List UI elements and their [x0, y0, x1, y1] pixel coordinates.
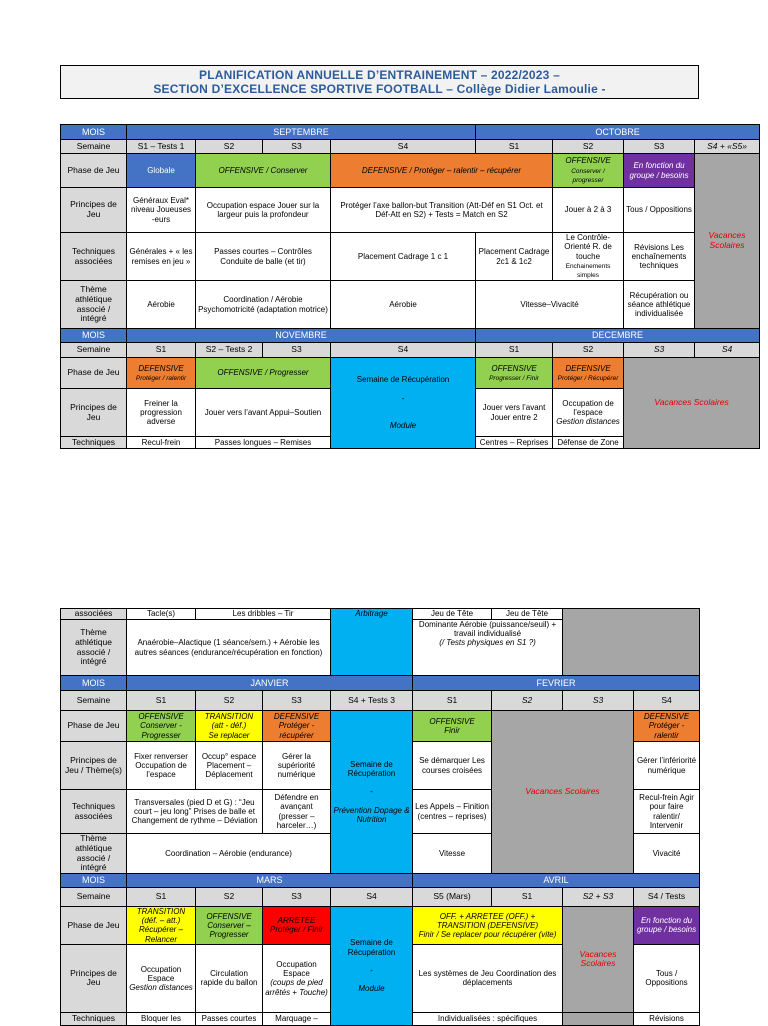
principe-cell: Protéger l’axe ballon-but Transition (Att-Déf en S1 Oct. et Déf-Att en S2) + Tests = Match en S2	[331, 188, 553, 233]
principe-cell: Tous / Oppositions	[624, 188, 695, 233]
vacances-scolaires: Vacances Scolaires	[695, 154, 760, 329]
phase-subtext: Conserver – Progresser	[207, 920, 251, 940]
month-row-3	[61, 676, 700, 691]
principe-cell: Généraux Eval* niveau Joueuses -eurs	[127, 188, 196, 233]
week-cell: S2 + S3	[563, 888, 634, 907]
week-cell: S1	[127, 691, 196, 711]
week-cell: S4	[331, 140, 476, 154]
principe-cell: Tous / Oppositions	[634, 944, 700, 1012]
phase-subtext: Conserver - Progresser	[140, 721, 182, 740]
phase-row-2	[61, 358, 760, 389]
phase-subtext: Finir	[444, 726, 460, 735]
phase-subtext: Se replacer	[208, 730, 250, 740]
techniques-label: Techniques associées	[61, 233, 127, 281]
week-row-2	[61, 343, 760, 358]
recup-text: Semaine de Récupération	[347, 759, 396, 779]
recup-dash: -	[370, 787, 373, 797]
principe-cell: Occupation espace Jouer sur la largeur puis la profondeur	[196, 188, 331, 233]
planning-table-2	[60, 608, 700, 1026]
principe-italic: (coups de pied arrêtés + Touche)	[265, 978, 328, 997]
technique-cell: Individualisées : spécifiques	[413, 1012, 563, 1025]
phase-subtext: (att - déf.)	[211, 721, 247, 731]
theme-text: Dominante Aérobie (puissance/seuil) + travail individualisé	[418, 620, 557, 639]
recup-text: Semaine de Récupération	[347, 938, 396, 957]
phase-text: OFFENSIVE	[491, 363, 537, 373]
semaine-recuperation-jan	[331, 711, 413, 874]
technique-text: Le Contrôle-Orienté R. de touche	[564, 233, 612, 261]
phase-defensive-nov	[127, 358, 196, 389]
week-cell: S3	[563, 691, 634, 711]
phase-offensive-jan	[127, 711, 196, 742]
phase-offensive-dec	[476, 358, 553, 389]
technique-cell: Placement Cadrage 1 c 1	[331, 233, 476, 281]
phase-en-fonction: En fonction du groupe / besoins	[624, 154, 695, 188]
week-cell: S2	[196, 140, 263, 154]
theme-cell: Aérobie	[331, 281, 476, 329]
week-row	[61, 140, 760, 154]
principe-italic: Gestion distances	[129, 982, 193, 992]
principe-cell: Se démarquer Les courses croisées	[413, 742, 492, 790]
mois-label: MOIS	[61, 874, 127, 888]
mois-label: MOIS	[61, 329, 127, 343]
week-cell: S1	[492, 888, 563, 907]
phase-arretee-mar	[263, 907, 331, 945]
month-mars: MARS	[127, 874, 413, 888]
techniques-label: Techniques associées	[61, 790, 127, 834]
theme-row	[61, 281, 760, 329]
phase-text: OFFENSIVE	[565, 156, 611, 166]
week-cell: S1	[127, 888, 196, 907]
week-cell: S4	[331, 343, 476, 358]
phase-offensive-nov: OFFENSIVE / Progresser	[196, 358, 331, 389]
week-cell: S2	[553, 140, 624, 154]
month-avril: AVRIL	[413, 874, 700, 888]
theme-cell: Vitesse	[413, 834, 492, 874]
week-cell: S2	[196, 888, 263, 907]
month-fevrier: FEVRIER	[413, 676, 700, 691]
theme-cell: Coordination – Aérobie (endurance)	[127, 834, 331, 874]
phase-text: ARRETEE	[277, 916, 316, 926]
phase-subtext: Récupérer – Relancer	[138, 925, 184, 944]
technique-cell: Passes courtes	[196, 1012, 263, 1025]
week-cell: S2	[553, 343, 624, 358]
technique-cell: Les Appels – Finition (centres – reprises)	[413, 790, 492, 834]
phase-subtext: Protéger - ralentir	[648, 721, 685, 740]
phase-row-3	[61, 711, 700, 742]
arbitrage-cell: Arbitrage	[331, 609, 413, 676]
month-novembre: NOVEMBRE	[127, 329, 476, 343]
month-decembre: DECEMBRE	[476, 329, 760, 343]
principe-cell: Freiner la progression adverse	[127, 389, 196, 437]
phase-subtext: (déf. – att.)	[141, 916, 181, 926]
principe-cell	[127, 944, 196, 1012]
week-cell: S4	[634, 691, 700, 711]
theme-cell: Vitesse–Vivacité	[476, 281, 624, 329]
principe-text: Occupation de l’espace	[562, 398, 614, 417]
techniques-row	[61, 233, 760, 281]
theme-label: Thème athlétique associé / intégré	[61, 620, 127, 676]
assoc-cell: Les dribbles – Tir	[196, 609, 331, 620]
technique-cell: Transversales (pied D et G) : “Jeu court – jeu long” Prises de balle et Changement de rythme – Déviation	[127, 790, 263, 834]
week-cell: S4 + «S5»	[695, 140, 760, 154]
phase-subtext: Protéger / Récupérer	[557, 374, 619, 382]
phase-text: DEFENSIVE	[138, 363, 184, 373]
week-cell: S3	[263, 140, 331, 154]
phase-subtext: Progresser / Finir	[489, 374, 539, 382]
month-row	[61, 125, 760, 140]
technique-cell: Recul-frein	[127, 437, 196, 449]
principe-text: Occupation Espace	[140, 964, 182, 983]
associees-label: associées	[61, 609, 127, 620]
theme-cell: Anaérobie–Alactique (1 séance/sem.) + Aérobie les autres séances (endurance/récupération en fonction)	[127, 620, 331, 676]
phase-offensive-feb	[413, 711, 492, 742]
principe-cell: Les systèmes de Jeu Coordination des déplacements	[413, 944, 563, 1012]
theme-italic: (/ Tests physiques en S1 ?)	[439, 638, 536, 648]
week-cell: S2 – Tests 2	[196, 343, 263, 358]
week-cell: S1 – Tests 1	[127, 140, 196, 154]
vacances-scolaires-dec: Vacances Scolaires	[624, 358, 760, 449]
phase-text: OFFENSIVE	[138, 712, 184, 722]
theme-cell: Récupération ou séance athlétique individualisée	[624, 281, 695, 329]
week-cell: S1	[127, 343, 196, 358]
phase-offensive-mar	[196, 907, 263, 945]
phase-defensive-jan	[263, 711, 331, 742]
month-janvier: JANVIER	[127, 676, 413, 691]
vacances-scolaires-avr: Vacances Scolaires	[563, 907, 634, 1013]
associees-row	[61, 609, 700, 620]
phase-defensive: DEFENSIVE / Protéger – ralentir – récupérer	[331, 154, 553, 188]
principe-cell: Jouer vers l’avant Appui–Soutien	[196, 389, 331, 437]
techniques-label: Techniques	[61, 437, 127, 449]
principe-cell: Jouer à 2 à 3	[553, 188, 624, 233]
phase-defensive-feb	[634, 711, 700, 742]
technique-cell: Défense de Zone	[553, 437, 624, 449]
technique-subtext: Enchainements simples	[565, 262, 611, 280]
phase-text: TRANSITION	[204, 712, 254, 722]
vacances-scolaires-feb: Vacances Scolaires	[492, 711, 634, 874]
theme-cell: Coordination / Aérobie Psychomotricité (adaptation motrice)	[196, 281, 331, 329]
phase-mixte-avr	[413, 907, 563, 945]
technique-cell: Centres – Reprises	[476, 437, 553, 449]
assoc-cell: Jeu de Tête	[492, 609, 563, 620]
gray-cell	[563, 1012, 634, 1025]
gray-block	[563, 609, 700, 676]
assoc-cell: Jeu de Tête	[413, 609, 492, 620]
principes-label: Principes de Jeu	[61, 389, 127, 437]
week-cell: S4 / Tests	[634, 888, 700, 907]
phase-text: TRANSITION	[136, 907, 186, 917]
title-line-1: PLANIFICATION ANNUELLE D’ENTRAINEMENT – 2022/2023 –	[199, 68, 560, 82]
phase-defensive-dec	[553, 358, 624, 389]
week-cell: S3	[263, 343, 331, 358]
week-row-4	[61, 888, 700, 907]
title-line-2: SECTION D’EXCELLENCE SPORTIVE FOOTBALL – Collège Didier Lamoulie -	[153, 82, 606, 96]
phase-label: Phase de Jeu	[61, 358, 127, 389]
semaine-label: Semaine	[61, 140, 127, 154]
technique-cell: Passes courtes – Contrôles Conduite de balle (et tir)	[196, 233, 331, 281]
recup-module: Module	[358, 984, 385, 994]
phase-row	[61, 154, 760, 188]
phase-subtext: Protéger / ralentir	[135, 374, 187, 382]
phase-offensive-oct	[553, 154, 624, 188]
phase-text: DEFENSIVE	[273, 712, 320, 722]
phase-text: DEFENSIVE	[643, 712, 690, 722]
principes-label: Principes de Jeu	[61, 188, 127, 233]
recup-dash: -	[401, 393, 405, 403]
week-cell: S3	[624, 343, 695, 358]
semaine-label: Semaine	[61, 343, 127, 358]
principe-text: Occupation Espace	[276, 959, 317, 979]
theme-cell: Aérobie	[127, 281, 196, 329]
phase-globale: Globale	[127, 154, 196, 188]
phase-label: Phase de Jeu	[61, 711, 127, 742]
week-cell: S3	[263, 888, 331, 907]
week-cell: S2	[492, 691, 563, 711]
mois-label: MOIS	[61, 676, 127, 691]
technique-cell: Défendre en avançant (presser – harceler…)	[263, 790, 331, 834]
week-cell: S1	[413, 691, 492, 711]
recup-text: Semaine de Récupération	[356, 375, 450, 385]
phase-offensive: OFFENSIVE / Conserver	[196, 154, 331, 188]
assoc-cell: Tacle(s)	[127, 609, 196, 620]
technique-cell: Passes longues – Remises	[196, 437, 331, 449]
principe-cell: Gérer la supériorité numérique	[263, 742, 331, 790]
phase-text: OFFENSIVE	[429, 716, 475, 726]
technique-cell	[553, 233, 624, 281]
phase-en-fonction-avr: En fonction du groupe / besoins	[634, 907, 700, 945]
week-cell: S4	[695, 343, 760, 358]
principes-label: Principes de Jeu	[61, 944, 127, 1012]
principe-cell	[553, 389, 624, 437]
technique-cell: Placement Cadrage 2c1 & 1c2	[476, 233, 553, 281]
week-cell: S4 + Tests 3	[331, 691, 413, 711]
recup-module: Module	[389, 421, 417, 431]
theme-label: Thème athlétique associé / intégré	[61, 281, 127, 329]
week-cell: S2	[196, 691, 263, 711]
techniques-label: Techniques	[61, 1012, 127, 1025]
technique-cell: Marquage –	[263, 1012, 331, 1025]
week-cell: S3	[624, 140, 695, 154]
phase-label: Phase de Jeu	[61, 154, 127, 188]
technique-cell: Révisions Les enchaînements techniques	[624, 233, 695, 281]
principes-label: Principes de Jeu / Thème(s)	[61, 742, 127, 790]
phase-label: Phase de Jeu	[61, 907, 127, 945]
month-octobre: OCTOBRE	[476, 125, 760, 140]
mois-label: MOIS	[61, 125, 127, 140]
month-septembre: SEPTEMBRE	[127, 125, 476, 140]
phase-transition-mar	[127, 907, 196, 945]
week-cell: S1	[476, 140, 553, 154]
theme-cell: Vivacité	[634, 834, 700, 874]
planning-table-1	[60, 124, 760, 449]
month-row-2	[61, 329, 760, 343]
semaine-recuperation-mar	[331, 907, 413, 1026]
phase-text: DEFENSIVE	[565, 363, 611, 373]
phase-subtext: Protéger - récupérer	[278, 721, 315, 740]
week-cell: S5 (Mars)	[413, 888, 492, 907]
technique-cell: Révisions	[634, 1012, 700, 1025]
recup-dash: -	[370, 965, 373, 975]
theme-label: Thème athlétique associé / intégré	[61, 834, 127, 874]
week-cell: S4	[331, 888, 413, 907]
principes-row	[61, 188, 760, 233]
semaine-label: Semaine	[61, 888, 127, 907]
phase-text: OFFENSIVE	[206, 911, 252, 921]
phase-text: OFF. + ARRETEE (OFF.) + TRANSITION (DEFENSIVE)	[436, 911, 539, 930]
week-cell: S3	[263, 691, 331, 711]
theme-cell	[413, 620, 563, 676]
month-row-4	[61, 874, 700, 888]
week-cell: S1	[476, 343, 553, 358]
phase-subtext: Finir / Se replacer pour récupérer (vite)	[418, 930, 557, 940]
phase-row-4	[61, 907, 700, 945]
technique-cell: Générales + « les remises en jeu »	[127, 233, 196, 281]
phase-subtext: Conserver / progresser	[571, 167, 605, 185]
principe-cell: Gérer l’infériorité numérique	[634, 742, 700, 790]
principe-cell: Fixer renverser Occupation de l’espace	[127, 742, 196, 790]
phase-transition-jan	[196, 711, 263, 742]
principe-cell: Jouer vers l’avant Jouer entre 2	[476, 389, 553, 437]
principe-cell: Occup° espace Placement – Déplacement	[196, 742, 263, 790]
technique-cell: Recul-frein Agir pour faire ralentir/ Intervenir	[634, 790, 700, 834]
principe-italic: Gestion distances	[556, 417, 620, 427]
technique-cell: Bloquer les	[127, 1012, 196, 1025]
semaine-label: Semaine	[61, 691, 127, 711]
prevention-dopage: Prévention Dopage & Nutrition	[333, 805, 410, 824]
principe-cell: Circulation rapide du ballon	[196, 944, 263, 1012]
semaine-recuperation-nov	[331, 358, 476, 449]
week-row-3	[61, 691, 700, 711]
phase-subtext: Protéger / Finir	[270, 925, 323, 935]
principe-cell	[263, 944, 331, 1012]
document-title	[60, 65, 699, 99]
